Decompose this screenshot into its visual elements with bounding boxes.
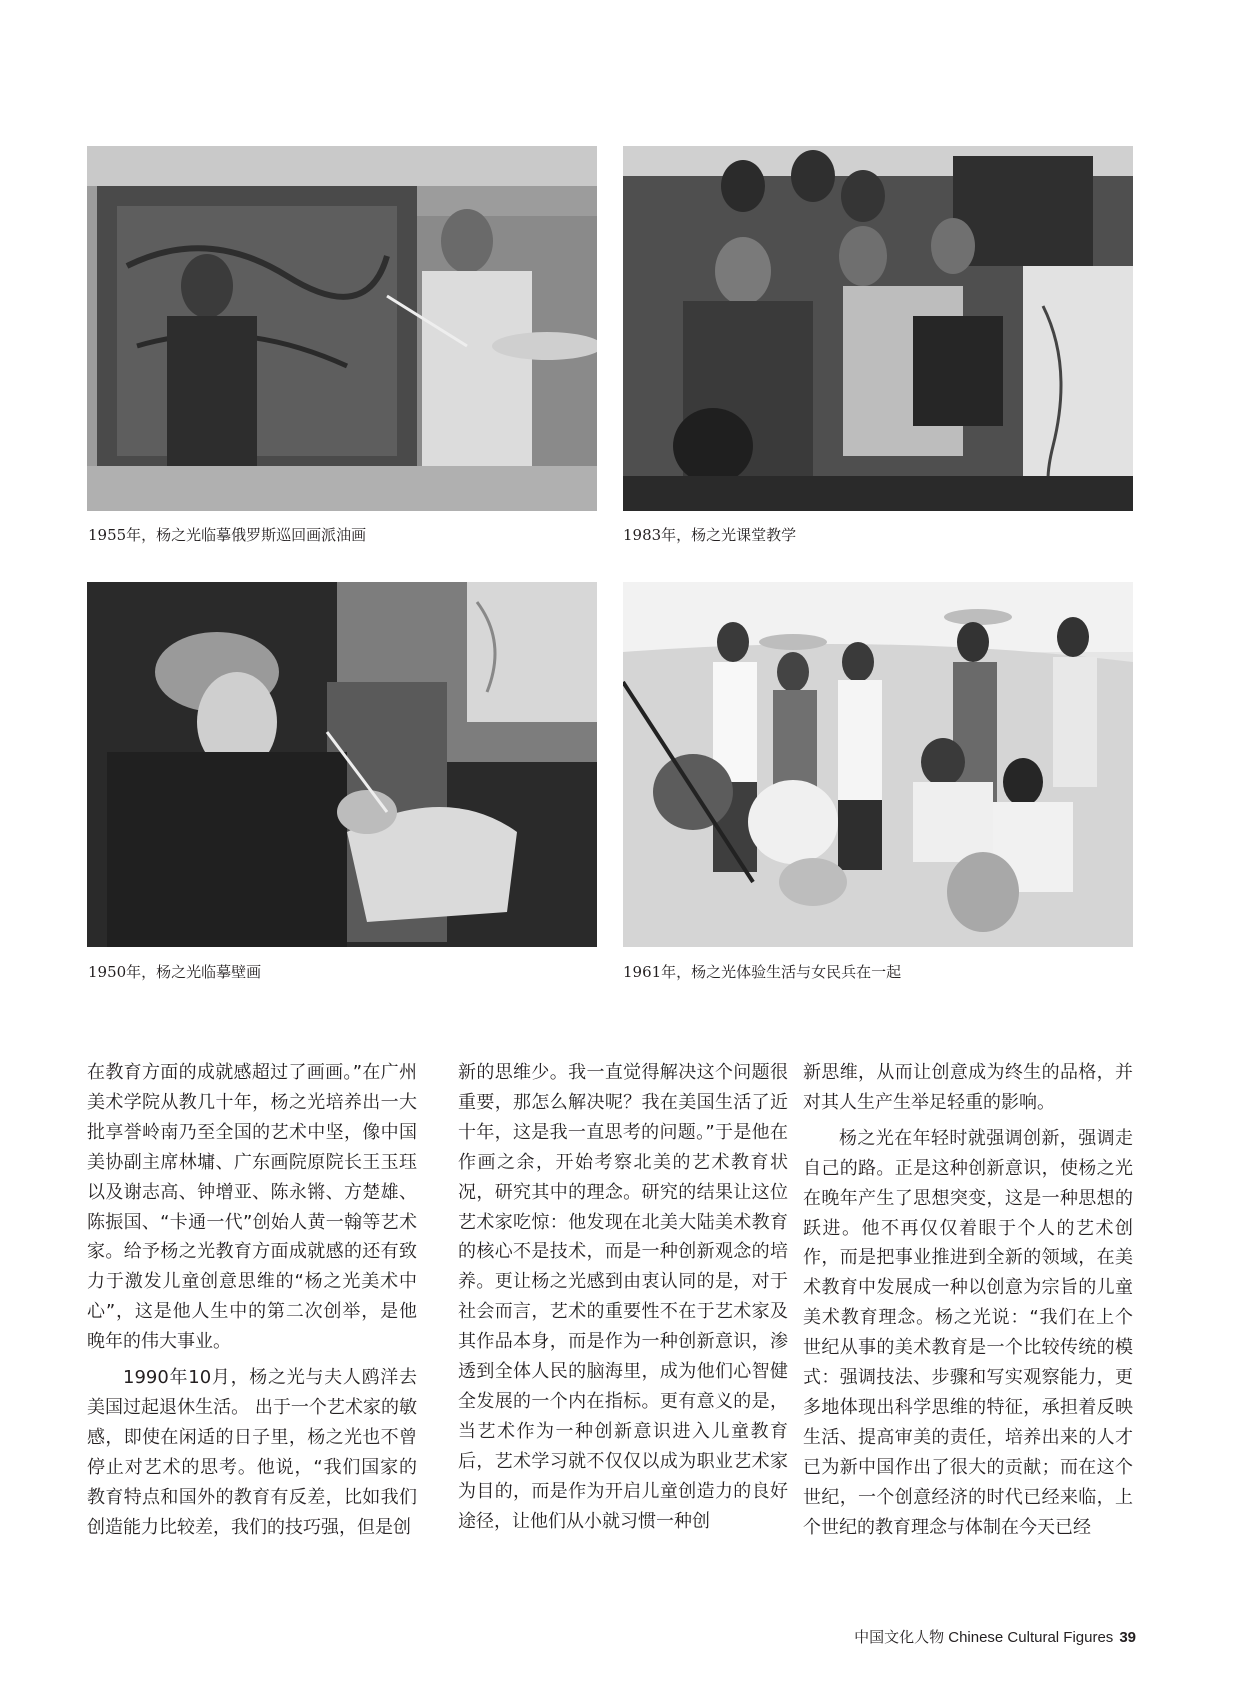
photo-1955-painter: [87, 146, 597, 511]
page-footer: [854, 1626, 1136, 1647]
paragraph: 杨之光在年轻时就强调创新，强调走自己的路。正是这种创新意识，使杨之光在晚年产生了思想突变，这是一种思想的跃进。他不再仅仅着眼于个人的艺术创作，而是把事业推进到全新的领域，在美术教育中发展成一种以创意为宗旨的儿童美术教育理念。杨之光说：“我们在上个世纪从事的美术教育是一个比较传统的模式：强调技法、步骤和写实观察能力，更多地体现出科学思维的特征，承担着反映生活、提高审美的责任，培养出来的人才已为新中国作出了很大的贡献；而在这个世纪，一个创意经济的时代已经来临，上个世纪的教育理念与体制在今天已经: [803, 1127, 1133, 1538]
article-body: [87, 1058, 1133, 1538]
article-column-2: [458, 1058, 788, 1537]
photo-1950-caption: 1950年，杨之光临摹壁画: [88, 963, 262, 981]
photo-1955-caption: 1955年，杨之光临摹俄罗斯巡回画派油画: [88, 526, 367, 544]
photo-1983-caption: 1983年，杨之光课堂教学: [623, 526, 797, 544]
article-column-1: [87, 1058, 417, 1543]
page-number: 39: [1119, 1629, 1136, 1646]
magazine-name: 中国文化人物 Chinese Cultural Figures: [854, 1629, 1114, 1646]
paragraph: 在教育方面的成就感超过了画画。”在广州美术学院从教几十年，杨之光培养出一大批享誉岭南乃至全国的艺术中坚，像中国美协副主席林墉、广东画院原院长王玉珏以及谢志高、钟增亚、陈永锵、方楚雄、陈振国、“卡通一代”创始人黄一翰等艺术家。给予杨之光教育方面成就感的还有致力于激发儿童创意思维的“杨之光美术中心”，这是他人生中的第二次创举，是他晚年的伟大事业。: [87, 1062, 417, 1353]
photo-1983-classroom: [623, 146, 1133, 511]
article-column-3: [803, 1058, 1133, 1543]
classroom-teaching-image: [623, 146, 1133, 511]
photo-1950-mural: [87, 582, 597, 947]
paragraph: 1990年10月，杨之光与夫人鸥洋去美国过起退休生活。 出于一个艺术家的敏感，即使在闲适的日子里，杨之光也不曾停止对艺术的思考。他说，“我们国家的教育特点和国外的教育有反差，比如我们创造能力比较差，我们的技巧强，但是创: [87, 1367, 417, 1538]
photo-1961-militia: [623, 582, 1133, 947]
painter-with-palette-image: [87, 146, 597, 511]
photo-1961-caption: 1961年，杨之光体验生活与女民兵在一起: [623, 963, 902, 981]
paragraph: 新思维，从而让创意成为终生的品格，并对其人生产生举足轻重的影响。: [803, 1062, 1133, 1113]
copying-mural-image: [87, 582, 597, 947]
militia-women-image: [623, 582, 1133, 947]
paragraph: 新的思维少。我一直觉得解决这个问题很重要，那怎么解决呢？我在美国生活了近十年，这是我一直思考的问题。”于是他在作画之余，开始考察北美的艺术教育状况，研究其中的理念。研究的结果让这位艺术家吃惊：他发现在北美大陆美术教育的核心不是技术，而是一种创新观念的培养。更让杨之光感到由衷认同的是，对于社会而言，艺术的重要性不在于艺术家及其作品本身，而是作为一种创新意识，渗透到全体人民的脑海里，成为他们心智健全发展的一个内在指标。更有意义的是，当艺术作为一种创新意识进入儿童教育后，艺术学习就不仅仅以成为职业艺术家为目的，而是作为开启儿童创造力的良好途径，让他们从小就习惯一种创: [458, 1062, 788, 1532]
